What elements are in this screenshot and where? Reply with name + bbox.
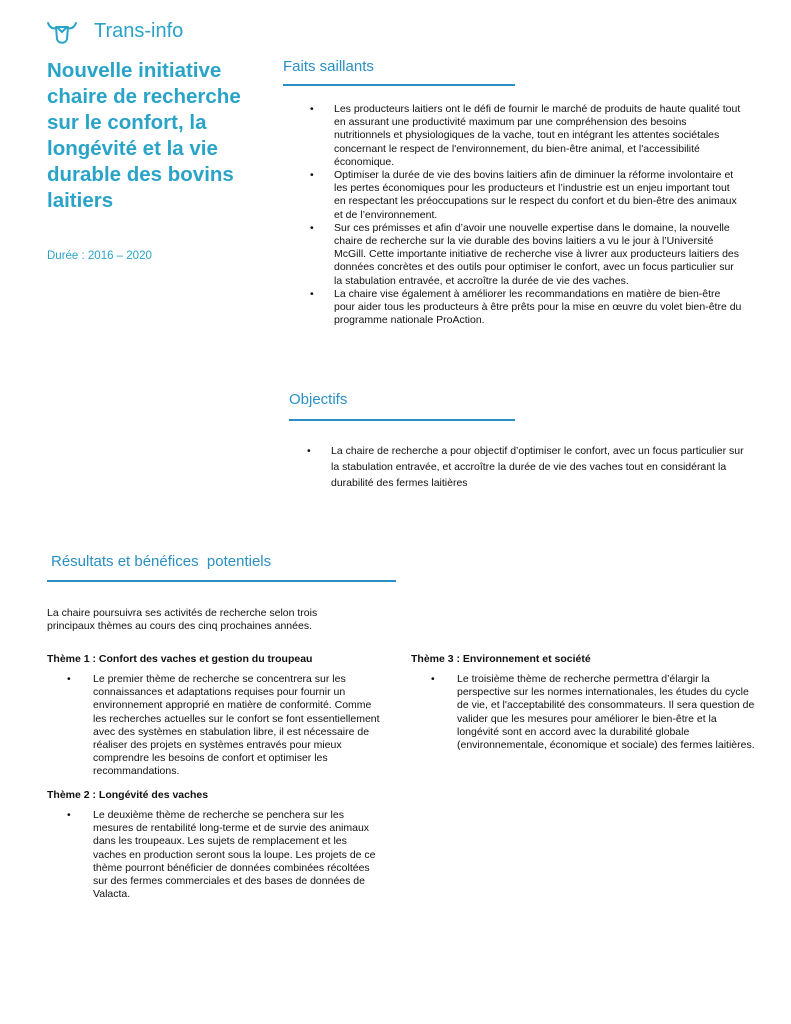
section-divider (47, 580, 396, 582)
list-item: • Les producteurs laitiers ont le défi de fournir le marché de produits de haute qualité tout en assurant une productivité maximum par une compréhension des besoins nutritionnels et physiologiques de la vache, tout en intégrant les attentes sociétales concernant le respect de l'environnement, du bien-être animal, et l'accessibilité économique. (310, 103, 742, 169)
section-title-objectifs: Objectifs (289, 391, 348, 408)
theme-3-list (431, 673, 759, 752)
resultats-intro: La chaire poursuivra ses activités de recherche selon trois principaux thèmes au cours des cinq prochaines années. (47, 607, 318, 633)
page-title: Nouvelle initiative chaire de recherche sur le confort, la longévité et la vie durable des bovins laitiers (47, 59, 241, 212)
list-item: • Optimiser la durée de vie des bovins laitiers afin de diminuer la réforme involontaire et les pertes économiques pour les producteurs et l’industrie est un enjeu important tout en respectant les préoccupations sur le respect du confort et du bien-être des animaux et de l’environnement. (310, 169, 742, 222)
list-item: • Le premier thème de recherche se concentrera sur les connaissances et adaptations requises pour fournir un environnement approprié en matière de conformité. Comme les recherches actuelles sur le confort se font essentiellement avec des systèmes en stabulation libre, il est nécessaire de réaliser des projets en systèmes entravés pour mieux comprendre les besoins de confort et optimiser les recommandations. (67, 673, 382, 779)
section-divider (283, 84, 515, 86)
theme-2-list (67, 809, 382, 901)
list-item: • Sur ces prémisses et afin d’avoir une nouvelle expertise dans le domaine, la nouvelle chaire de recherche sur la vie durable des bovins laitiers a vu le jour à l’Université McGill. Cette importante initiative de recherche vise à livrer aux producteurs laitiers des données concrètes et des outils pour optimiser le confort, avec un focus particulier sur la stabulation entravée, et accroître la durée de vie des vaches. (310, 222, 742, 288)
section-divider (289, 419, 515, 421)
duration-label: Durée : 2016 – 2020 (47, 250, 152, 262)
section-title-faits-saillants: Faits saillants (283, 58, 374, 75)
theme-title: Thème 1 : Confort des vaches et gestion du troupeau (47, 653, 313, 665)
theme-1-list (67, 673, 382, 779)
list-item: • Le troisième thème de recherche permettra d’élargir la perspective sur les normes internationales, les études du cycle de vie, et l'acceptabilité des consommateurs. Il sera question de valider que les mesures pour améliorer le bien-être et la longévité sont en accord avec la durabilité globale (environnementale, économique et sociale) des fermes laitières. (431, 673, 759, 752)
section-title-resultats: Résultats et bénéfices potentiels (51, 553, 272, 570)
list-item: • La chaire de recherche a pour objectif d’optimiser le confort, avec un focus particulier sur la stabulation entravée, et accroître la durée de vie des vaches tout en considérant la durabilité des fermes laitières (307, 443, 753, 491)
brand-name: Trans-info (94, 20, 184, 42)
cow-head-icon (45, 19, 79, 47)
theme-title: Thème 3 : Environnement et société (411, 653, 591, 665)
list-item: • Le deuxième thème de recherche se penchera sur les mesures de rentabilité long-terme et de survie des animaux dans les troupeaux. Les sujets de remplacement et les vaches en production seront sous la loupe. Les projets de ce thème pourront bénéficier de données combinées récoltées sur des fermes commerciales et des bases de données de Valacta. (67, 809, 382, 901)
theme-title: Thème 2 : Longévité des vaches (47, 789, 209, 801)
faits-saillants-list (310, 103, 742, 327)
list-item: • La chaire vise également à améliorer les recommandations en matière de bien-être pour aider tous les producteurs à être prêts pour la mise en œuvre du volet bien-être du programme nationale ProAction. (310, 288, 742, 328)
objectifs-list (307, 443, 753, 491)
